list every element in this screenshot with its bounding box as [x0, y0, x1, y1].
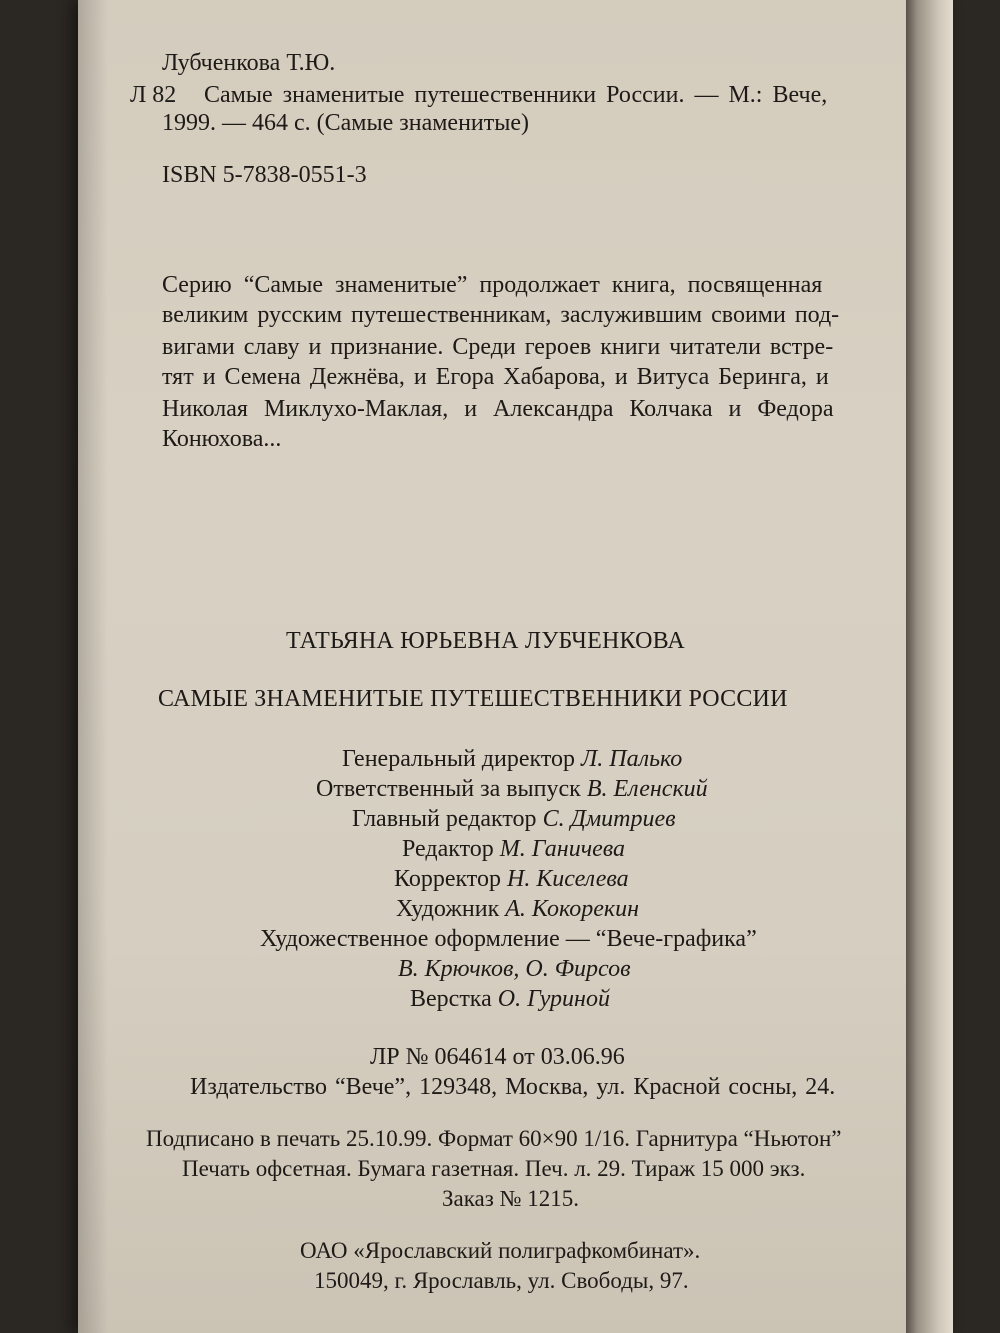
license-number: ЛР № 064614 от 03.06.96	[370, 1044, 625, 1070]
catalog-isbn: ISBN 5-7838-0551-3	[162, 162, 367, 188]
credit-role: Корректор	[394, 866, 501, 892]
print-info-line: Печать офсетная. Бумага газетная. Печ. л. 29. Тираж 15 000 экз.	[182, 1156, 806, 1181]
catalog-code: Л 82	[130, 82, 177, 108]
credit-role: Ответственный за выпуск	[316, 776, 581, 802]
book-page	[78, 0, 953, 1333]
credit-role: Художественное оформление — “Вече-графика”	[260, 926, 757, 952]
credit-role: Художник	[396, 896, 500, 922]
annotation-line: Серию “Самые знаменитые” продолжает книга, посвященная	[162, 272, 823, 298]
credit-role: Редактор	[402, 836, 494, 862]
credit-role: Верстка	[410, 986, 492, 1012]
credit-line	[260, 924, 757, 954]
credit-line	[402, 834, 625, 864]
catalog-author: Лубченкова Т.Ю.	[162, 50, 336, 76]
printer-line: 150049, г. Ярославль, ул. Свободы, 97.	[314, 1268, 689, 1293]
credit-line	[352, 804, 676, 834]
credit-name: А. Кокорекин	[505, 896, 640, 922]
annotation-line: Николая Миклухо-Маклая, и Александра Колчака и Федора	[162, 396, 834, 422]
annotation-line: вигами славу и признание. Среди героев книги читатели встре-	[162, 334, 834, 360]
credit-name: В. Крючков, О. Фирсов	[398, 956, 631, 982]
credit-line	[342, 744, 682, 774]
credit-name: О. Гуриной	[497, 986, 610, 1012]
credit-role: Генеральный директор	[342, 746, 576, 772]
credit-line	[396, 894, 639, 924]
author-full-name: ТАТЬЯНА ЮРЬЕВНА ЛУБЧЕНКОВА	[286, 628, 685, 654]
page-edge	[906, 0, 953, 1333]
credit-line	[316, 774, 708, 804]
credit-name: Л. Палько	[581, 746, 683, 772]
credit-name: В. Еленский	[586, 776, 708, 802]
credit-role: Главный редактор	[352, 806, 537, 832]
credit-line	[410, 984, 610, 1014]
credit-line	[394, 864, 629, 894]
credit-name: М. Ганичева	[499, 836, 626, 862]
catalog-pub-line: 1999. — 464 с. (Самые знаменитые)	[162, 110, 530, 136]
annotation-line: Конюхова...	[162, 426, 282, 452]
annotation-line: тят и Семена Дежнёва, и Егора Хабарова, и Витуса Беринга, и	[162, 364, 829, 390]
printer-line: ОАО «Ярославский полиграфкомбинат».	[300, 1238, 701, 1263]
credit-name: С. Дмитриев	[542, 806, 676, 832]
credit-name: Н. Киселева	[506, 866, 629, 892]
book-title: САМЫЕ ЗНАМЕНИТЫЕ ПУТЕШЕСТВЕННИКИ РОССИИ	[158, 686, 788, 712]
annotation-line: великим русским путешественникам, заслужившим своими под-	[162, 302, 840, 328]
print-info-line: Подписано в печать 25.10.99. Формат 60×90 1/16. Гарнитура “Ньютон”	[146, 1126, 842, 1151]
publisher-address: Издательство “Вече”, 129348, Москва, ул. Красной сосны, 24.	[190, 1074, 836, 1100]
print-info-line: Заказ № 1215.	[442, 1186, 580, 1211]
catalog-title-line: Самые знаменитые путешественники России. — М.: Вече,	[204, 82, 828, 108]
